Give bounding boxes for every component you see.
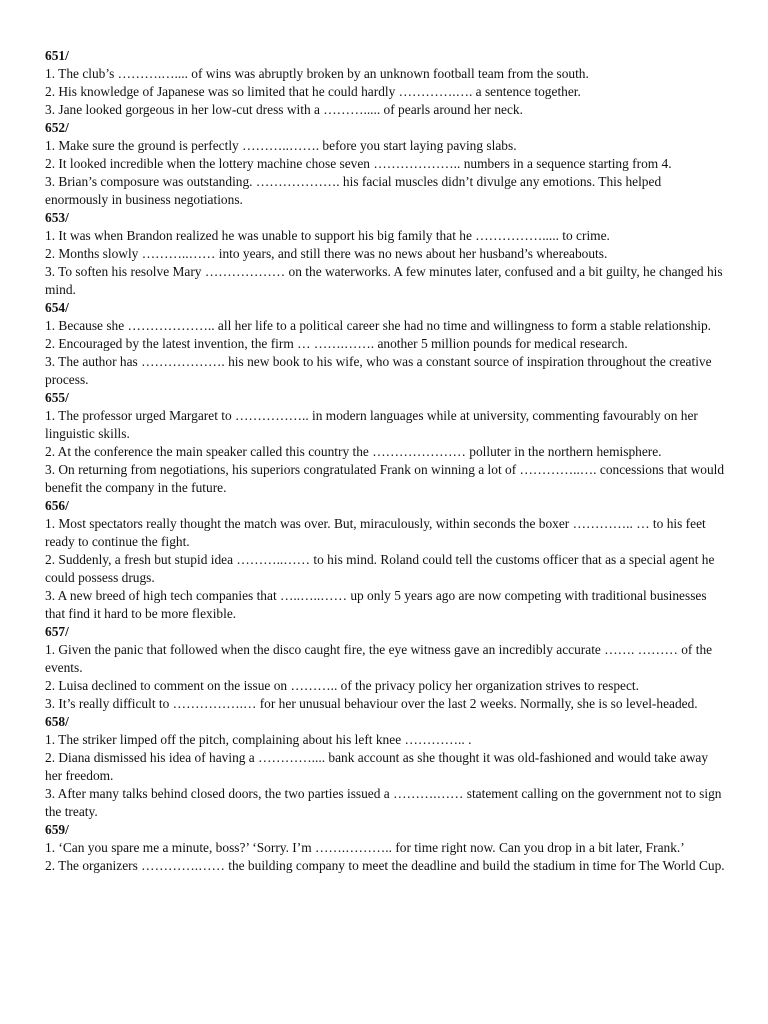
exercise-item: 1. ‘Can you spare me a minute, boss?’ ‘Sorry. I’m …….……….. for time right now. Can you drop in a bit later, Frank.’ bbox=[45, 840, 685, 855]
section-heading: 652/ bbox=[45, 120, 69, 135]
section-657 bbox=[45, 623, 725, 713]
exercise-item: 1. It was when Brandon realized he was unable to support his big family that he ……………..... to crime. bbox=[45, 228, 610, 243]
exercise-item: 3. Jane looked gorgeous in her low-cut dress with a ………..... of pearls around her neck. bbox=[45, 102, 523, 117]
exercise-item: 3. After many talks behind closed doors, the two parties issued a ……….…… statement calling on the government not to sign the treaty. bbox=[45, 786, 722, 819]
exercise-item: 3. The author has ………………. his new book to his wife, who was a constant source of inspiration throughout the creative process. bbox=[45, 354, 712, 387]
section-heading: 657/ bbox=[45, 624, 69, 639]
exercise-item: 3. To soften his resolve Mary ……………… on the waterworks. A few minutes later, confused and a bit guilty, he changed his mind. bbox=[45, 264, 723, 297]
exercise-item: 2. It looked incredible when the lottery machine chose seven ……………….. numbers in a sequence starting from 4. bbox=[45, 156, 672, 171]
exercise-item: 3. It’s really difficult to …………….… for her unusual behaviour over the last 2 weeks. Normally, she is so level-headed. bbox=[45, 696, 698, 711]
exercise-item: 2. His knowledge of Japanese was so limited that he could hardly ………….…. a sentence together. bbox=[45, 84, 581, 99]
section-heading: 654/ bbox=[45, 300, 69, 315]
exercise-item: 1. The striker limped off the pitch, complaining about his left knee ………….. . bbox=[45, 732, 472, 747]
section-heading: 651/ bbox=[45, 48, 69, 63]
exercise-item: 2. Encouraged by the latest invention, the firm … …….……. another 5 million pounds for medical research. bbox=[45, 336, 628, 351]
section-heading: 656/ bbox=[45, 498, 69, 513]
section-heading: 658/ bbox=[45, 714, 69, 729]
exercise-item: 2. Months slowly ………..…… into years, and still there was no news about her husband’s whereabouts. bbox=[45, 246, 608, 261]
exercise-item: 3. On returning from negotiations, his superiors congratulated Frank on winning a lot of …………..…. concessions that would benefit the company in the future. bbox=[45, 462, 725, 495]
section-659 bbox=[45, 821, 725, 875]
section-651 bbox=[45, 47, 725, 119]
section-heading: 653/ bbox=[45, 210, 69, 225]
exercise-item: 2. At the conference the main speaker called this country the ………………… polluter in the northern hemisphere. bbox=[45, 444, 662, 459]
document-body bbox=[45, 47, 725, 875]
exercise-item: 1. Make sure the ground is perfectly ………..……. before you start laying paving slabs. bbox=[45, 138, 517, 153]
exercise-item: 1. Because she ……………….. all her life to a political career she had no time and willingness to form a stable relationship. bbox=[45, 318, 712, 333]
section-653 bbox=[45, 209, 725, 299]
section-655 bbox=[45, 389, 725, 497]
exercise-item: 2. Luisa declined to comment on the issue on ……….. of the privacy policy her organization strives to respect. bbox=[45, 678, 639, 693]
exercise-item: 2. The organizers ………….…… the building company to meet the deadline and build the stadium in time for The World Cup. bbox=[45, 858, 725, 873]
section-658 bbox=[45, 713, 725, 821]
exercise-item: 2. Diana dismissed his idea of having a ………….... bank account as she thought it was old-fashioned and would take away her freedom. bbox=[45, 750, 709, 783]
exercise-item: 1. The club’s ……….….... of wins was abruptly broken by an unknown football team from the south. bbox=[45, 66, 589, 81]
exercise-item: 2. Suddenly, a fresh but stupid idea ………..…… to his mind. Roland could tell the customs officer that as a special agent he could possess drugs. bbox=[45, 552, 715, 585]
section-654 bbox=[45, 299, 725, 389]
section-heading: 655/ bbox=[45, 390, 69, 405]
exercise-item: 1. Given the panic that followed when the disco caught fire, the eye witness gave an incredibly accurate ……. ……… of the events. bbox=[45, 642, 713, 675]
section-652 bbox=[45, 119, 725, 209]
section-heading: 659/ bbox=[45, 822, 69, 837]
exercise-item: 1. Most spectators really thought the match was over. But, miraculously, within seconds the boxer ………….. … to his feet ready to continue the fight. bbox=[45, 516, 706, 549]
exercise-item: 1. The professor urged Margaret to …………….. in modern languages while at university, commenting favourably on her linguistic skills. bbox=[45, 408, 698, 441]
exercise-item: 3. Brian’s composure was outstanding. ………………. his facial muscles didn’t divulge any emotions. This helped enormously in business negotiations. bbox=[45, 174, 662, 207]
section-656 bbox=[45, 497, 725, 623]
exercise-item: 3. A new breed of high tech companies that …..…..…… up only 5 years ago are now competing with traditional businesses that find it hard to be more flexible. bbox=[45, 588, 707, 621]
